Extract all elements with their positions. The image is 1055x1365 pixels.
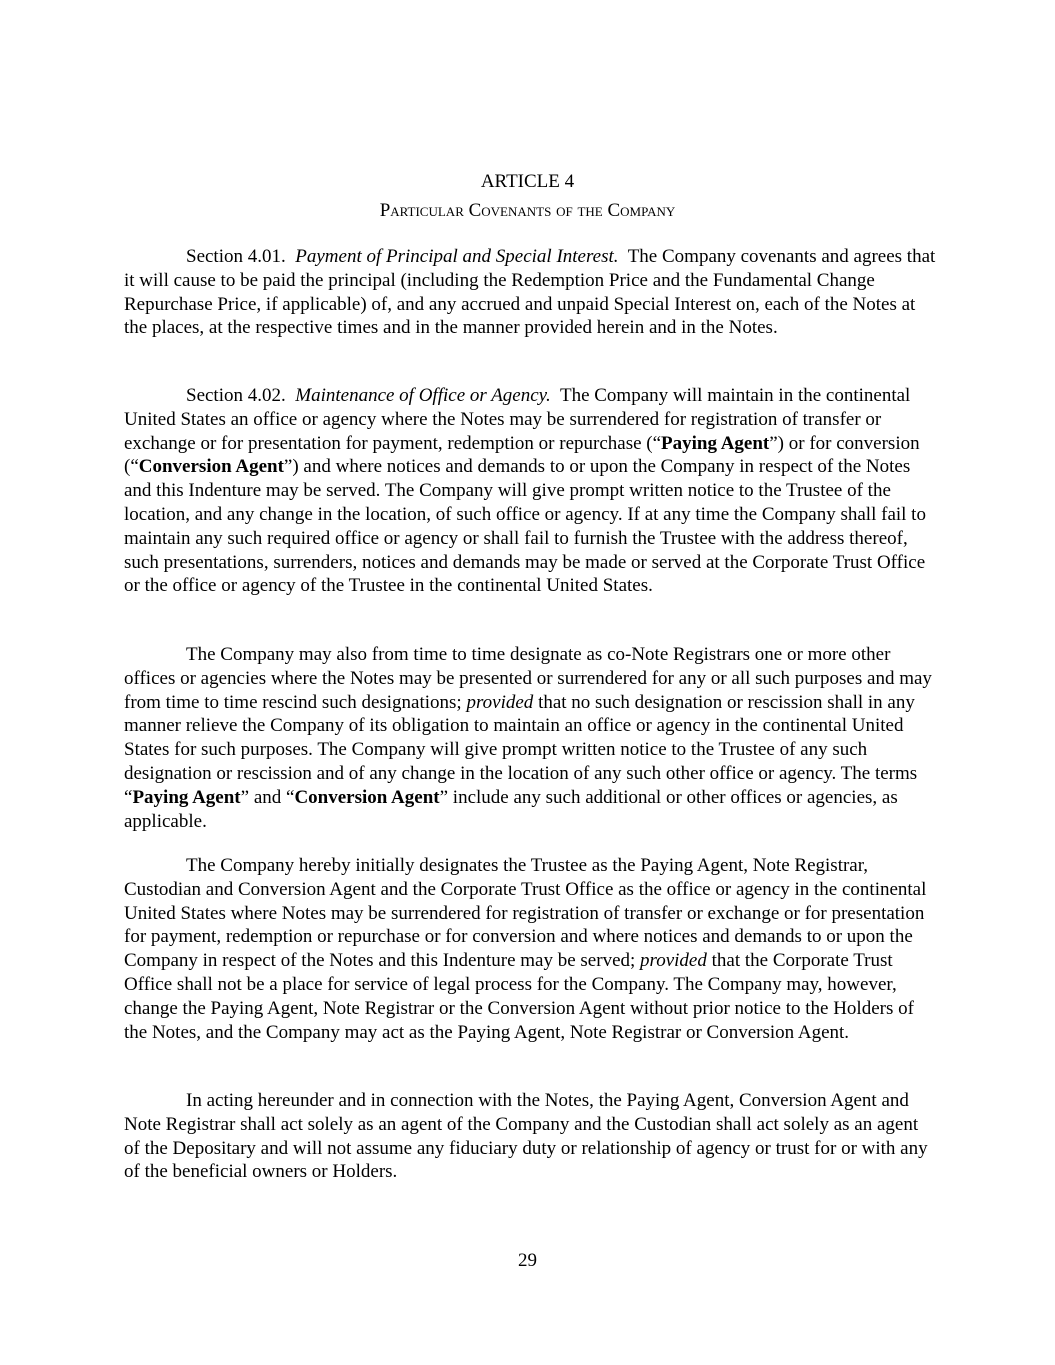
paragraph-text: The Company may also from time to time designate as co-Note Registrars one or more other offices or agencies where the Notes may be presented or surrendered for any or all such purposes and may from time to time rescind such designations;: [124, 644, 932, 713]
trustee-designation-paragraph: [124, 854, 936, 1044]
section-4-02-paragraph: [124, 384, 936, 598]
defined-term-conversion-agent: Conversion Agent: [294, 786, 440, 808]
paragraph-text: The Company hereby initially designates the Trustee as the Paying Agent, Note Registrar, Custodian and Conversion Agent and the Corporate Trust Office as the office or agency in the continental United States where Notes may be surrendered for registration of transfer or exchange or for presentation for payment, redemption or repurchase or for conversion and where notices and demands to or upon the Company in respect of the Notes and this Indenture may be served;: [124, 855, 927, 972]
paragraph-text: ” include any such additional or other offices or agencies, as applicable.: [124, 786, 898, 832]
article-title: Particular Covenants of the Company: [379, 200, 676, 221]
co-note-registrars-paragraph: [124, 643, 936, 833]
agent-capacity-paragraph: [124, 1089, 936, 1184]
article-heading: ARTICLE 4: [480, 171, 575, 192]
section-label: Section 4.02.: [186, 385, 286, 406]
defined-term-paying-agent: Paying Agent: [661, 432, 770, 454]
paragraph-text: ” and “: [240, 786, 295, 808]
provided-term: provided: [466, 691, 534, 713]
section-text: ”) or for conversion (“: [124, 432, 920, 478]
section-4-01-paragraph: [124, 245, 936, 340]
section-text: The Company will maintain in the continental United States an office or agency where the Notes may be surrendered for registration of transfer or exchange or for presentation for payment, redemption or repurchase (“: [124, 385, 911, 454]
section-text: ”) and where notices and demands to or upon the Company in respect of the Notes and this Indenture may be served. The Company will give prompt written notice to the Trustee of the location, and any change in the location, of such office or agency. If at any time the Company shall fail to maintain any such required office or agency or shall fail to furnish the Trustee with the address thereof, such presentations, surrenders, notices and demands may be made or served at the Corporate Trust Office or the office or agency of the Trustee in the continental United States.: [124, 456, 926, 597]
section-heading: Payment of Principal and Special Interest.: [295, 246, 619, 267]
paragraph-text: that the Corporate Trust Office shall not be a place for service of legal process for the Company. The Company may, however, change the Paying Agent, Note Registrar or the Conversion Agent without prior notice to the Holders of the Notes, and the Company may act as the Paying Agent, Note Registrar or Conversion Agent.: [124, 950, 914, 1043]
paragraph-text: In acting hereunder and in connection with the Notes, the Paying Agent, Conversion Agent and Note Registrar shall act solely as an agent of the Company and the Custodian shall act solely as an agent of the Depositary and will not assume any fiduciary duty or relationship of agency or trust for or with any of the beneficial owners or Holders.: [124, 1090, 928, 1183]
defined-term-conversion-agent: Conversion Agent: [138, 456, 284, 478]
provided-term: provided: [640, 950, 707, 972]
defined-term-paying-agent: Paying Agent: [132, 786, 241, 808]
section-heading: Maintenance of Office or Agency.: [295, 385, 551, 406]
page-number: 29: [518, 1250, 537, 1271]
paragraph-text: that no such designation or rescission shall in any manner relieve the Company of its obligation to maintain an office or agency in the continental United States for such purposes. The Company will give prompt written notice to the Trustee of any such designation or rescission and of any change in the location of any such other office or agency. The terms “: [124, 691, 918, 808]
section-label: Section 4.01.: [186, 246, 286, 267]
section-text: The Company covenants and agrees that it will cause to be paid the principal (including the Redemption Price and the Fundamental Change Repurchase Price, if applicable) of, and any accrued and unpaid Special Interest on, each of the Notes at the places, at the respective times and in the manner provided herein and in the Notes.: [124, 246, 936, 339]
